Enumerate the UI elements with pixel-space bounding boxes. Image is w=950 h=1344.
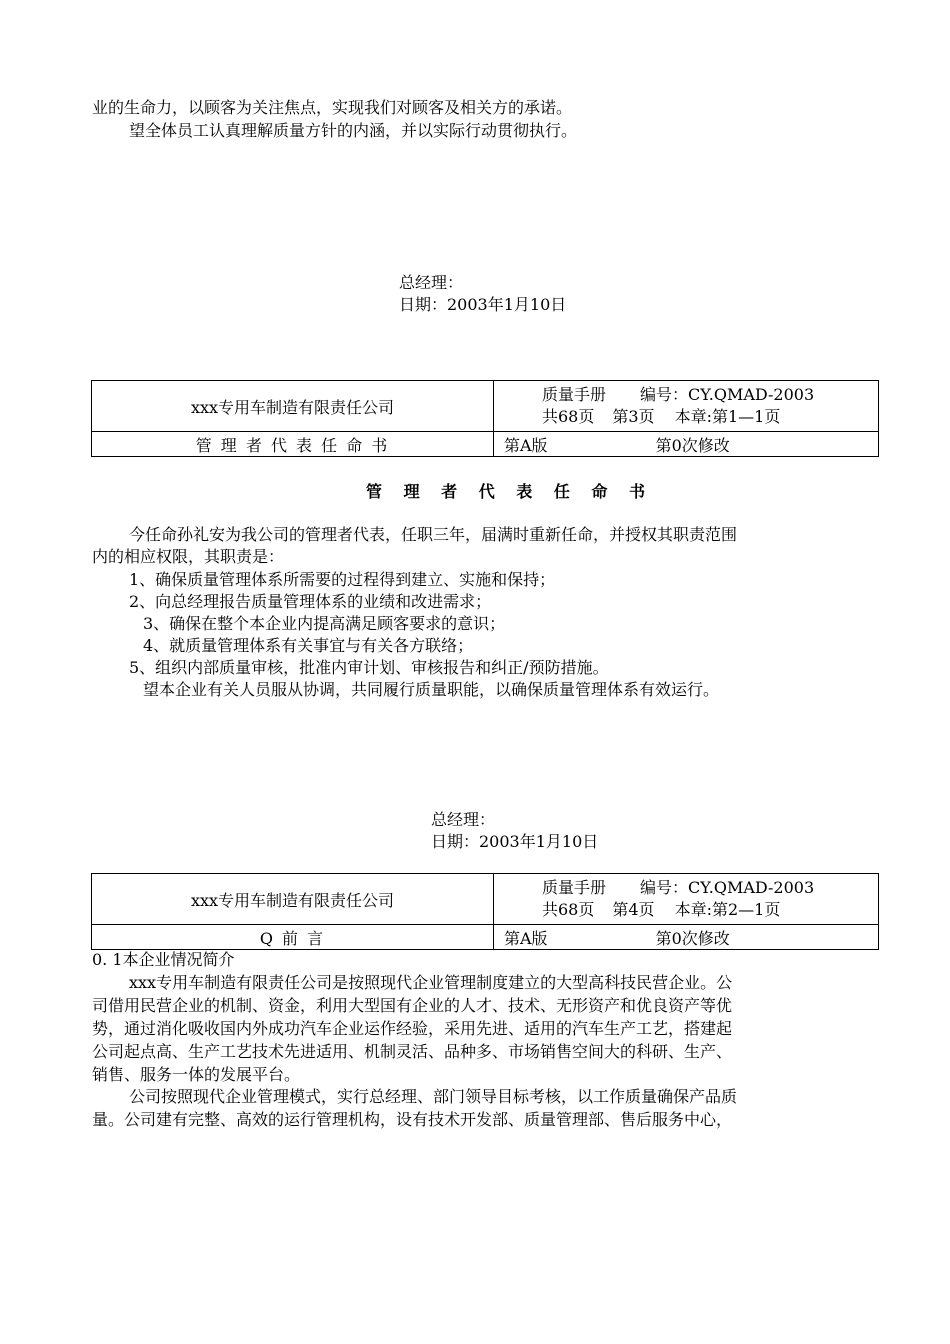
paragraph-line: 业的生命力，以顾客为关注焦点，实现我们对顾客及相关方的承诺。 — [92, 98, 573, 117]
manual-label: 质量手册 — [542, 878, 607, 897]
section-name: Q 前 言 — [92, 925, 494, 950]
paragraph-line: 公司起点高、生产工艺技术先进适用、机制灵活、品种多、市场销售空间大的科研、生产、 — [92, 1042, 733, 1061]
paragraph-line: 司借用民营企业的机制、资金，利用大型国有企业的人才、技术、无形资产和优良资产等优 — [92, 996, 733, 1015]
page-number: 第4页 — [612, 900, 655, 919]
document-header-table — [91, 873, 879, 950]
version-info — [494, 925, 879, 950]
manual-info — [494, 381, 879, 432]
document-code: 编号：CY.QMAD-2003 — [640, 385, 815, 404]
duty-item: 4、就质量管理体系有关事宜与有关各方联络； — [143, 636, 474, 655]
version-info — [494, 432, 879, 457]
revision-label: 第0次修改 — [655, 928, 730, 948]
duty-item: 3、确保在整个本企业内提高满足顾客要求的意识； — [143, 614, 506, 633]
closing-line: 望本企业有关人员服从协调，共同履行质量职能，以确保质量管理体系有效运行。 — [143, 680, 720, 699]
chapter-page: 本章:第1—1页 — [674, 407, 781, 426]
page-number: 第3页 — [612, 407, 655, 426]
version-label: 第A版 — [504, 435, 548, 455]
signature-date: 日期：2003年1月10日 — [431, 832, 599, 851]
document-title: 管 理 者 代 表 任 命 书 — [366, 482, 653, 501]
company-name: xxx专用车制造有限责任公司 — [92, 381, 494, 432]
duty-item: 2、向总经理报告质量管理体系的业绩和改进需求； — [129, 592, 492, 611]
section-name: 管 理 者 代 表 任 命 书 — [92, 432, 494, 457]
paragraph-line: 量。公司建有完整、高效的运行管理机构，设有技术开发部、质量管理部、售后服务中心， — [92, 1110, 733, 1129]
general-manager-label: 总经理： — [399, 273, 464, 292]
signature-date: 日期：2003年1月10日 — [399, 295, 567, 314]
duty-item: 1、确保质量管理体系所需要的过程得到建立、实施和保持； — [129, 570, 556, 589]
general-manager-label: 总经理： — [431, 810, 496, 829]
duty-item: 5、组织内部质量审核，批准内审计划、审核报告和纠正/预防措施。 — [129, 658, 609, 677]
total-pages: 共68页 — [542, 900, 595, 919]
total-pages: 共68页 — [542, 407, 595, 426]
paragraph-line: 势，通过消化吸收国内外成功汽车企业运作经验，采用先进、适用的汽车生产工艺，搭建起 — [92, 1019, 733, 1038]
document-code: 编号：CY.QMAD-2003 — [640, 878, 815, 897]
paragraph-line: xxx专用车制造有限责任公司是按照现代企业管理制度建立的大型高科技民营企业。公 — [129, 973, 733, 992]
paragraph-line: 望全体员工认真理解质量方针的内涵，并以实际行动贯彻执行。 — [129, 121, 578, 140]
manual-info — [494, 874, 879, 925]
paragraph-line: 今任命孙礼安为我公司的管理者代表，任职三年，届满时重新任命，并授权其职责范围 — [129, 525, 738, 544]
paragraph-line: 销售、服务一体的发展平台。 — [92, 1065, 301, 1084]
section-heading: 0. 1本企业情况简介 — [92, 950, 235, 969]
manual-label: 质量手册 — [542, 385, 607, 404]
revision-label: 第0次修改 — [655, 435, 730, 455]
document-header-table — [91, 380, 879, 457]
chapter-page: 本章:第2—1页 — [674, 900, 781, 919]
paragraph-line: 内的相应权限，其职责是： — [92, 547, 285, 566]
paragraph-line: 公司按照现代企业管理模式，实行总经理、部门领导目标考核，以工作质量确保产品质 — [129, 1087, 738, 1106]
version-label: 第A版 — [504, 928, 548, 948]
company-name: xxx专用车制造有限责任公司 — [92, 874, 494, 925]
